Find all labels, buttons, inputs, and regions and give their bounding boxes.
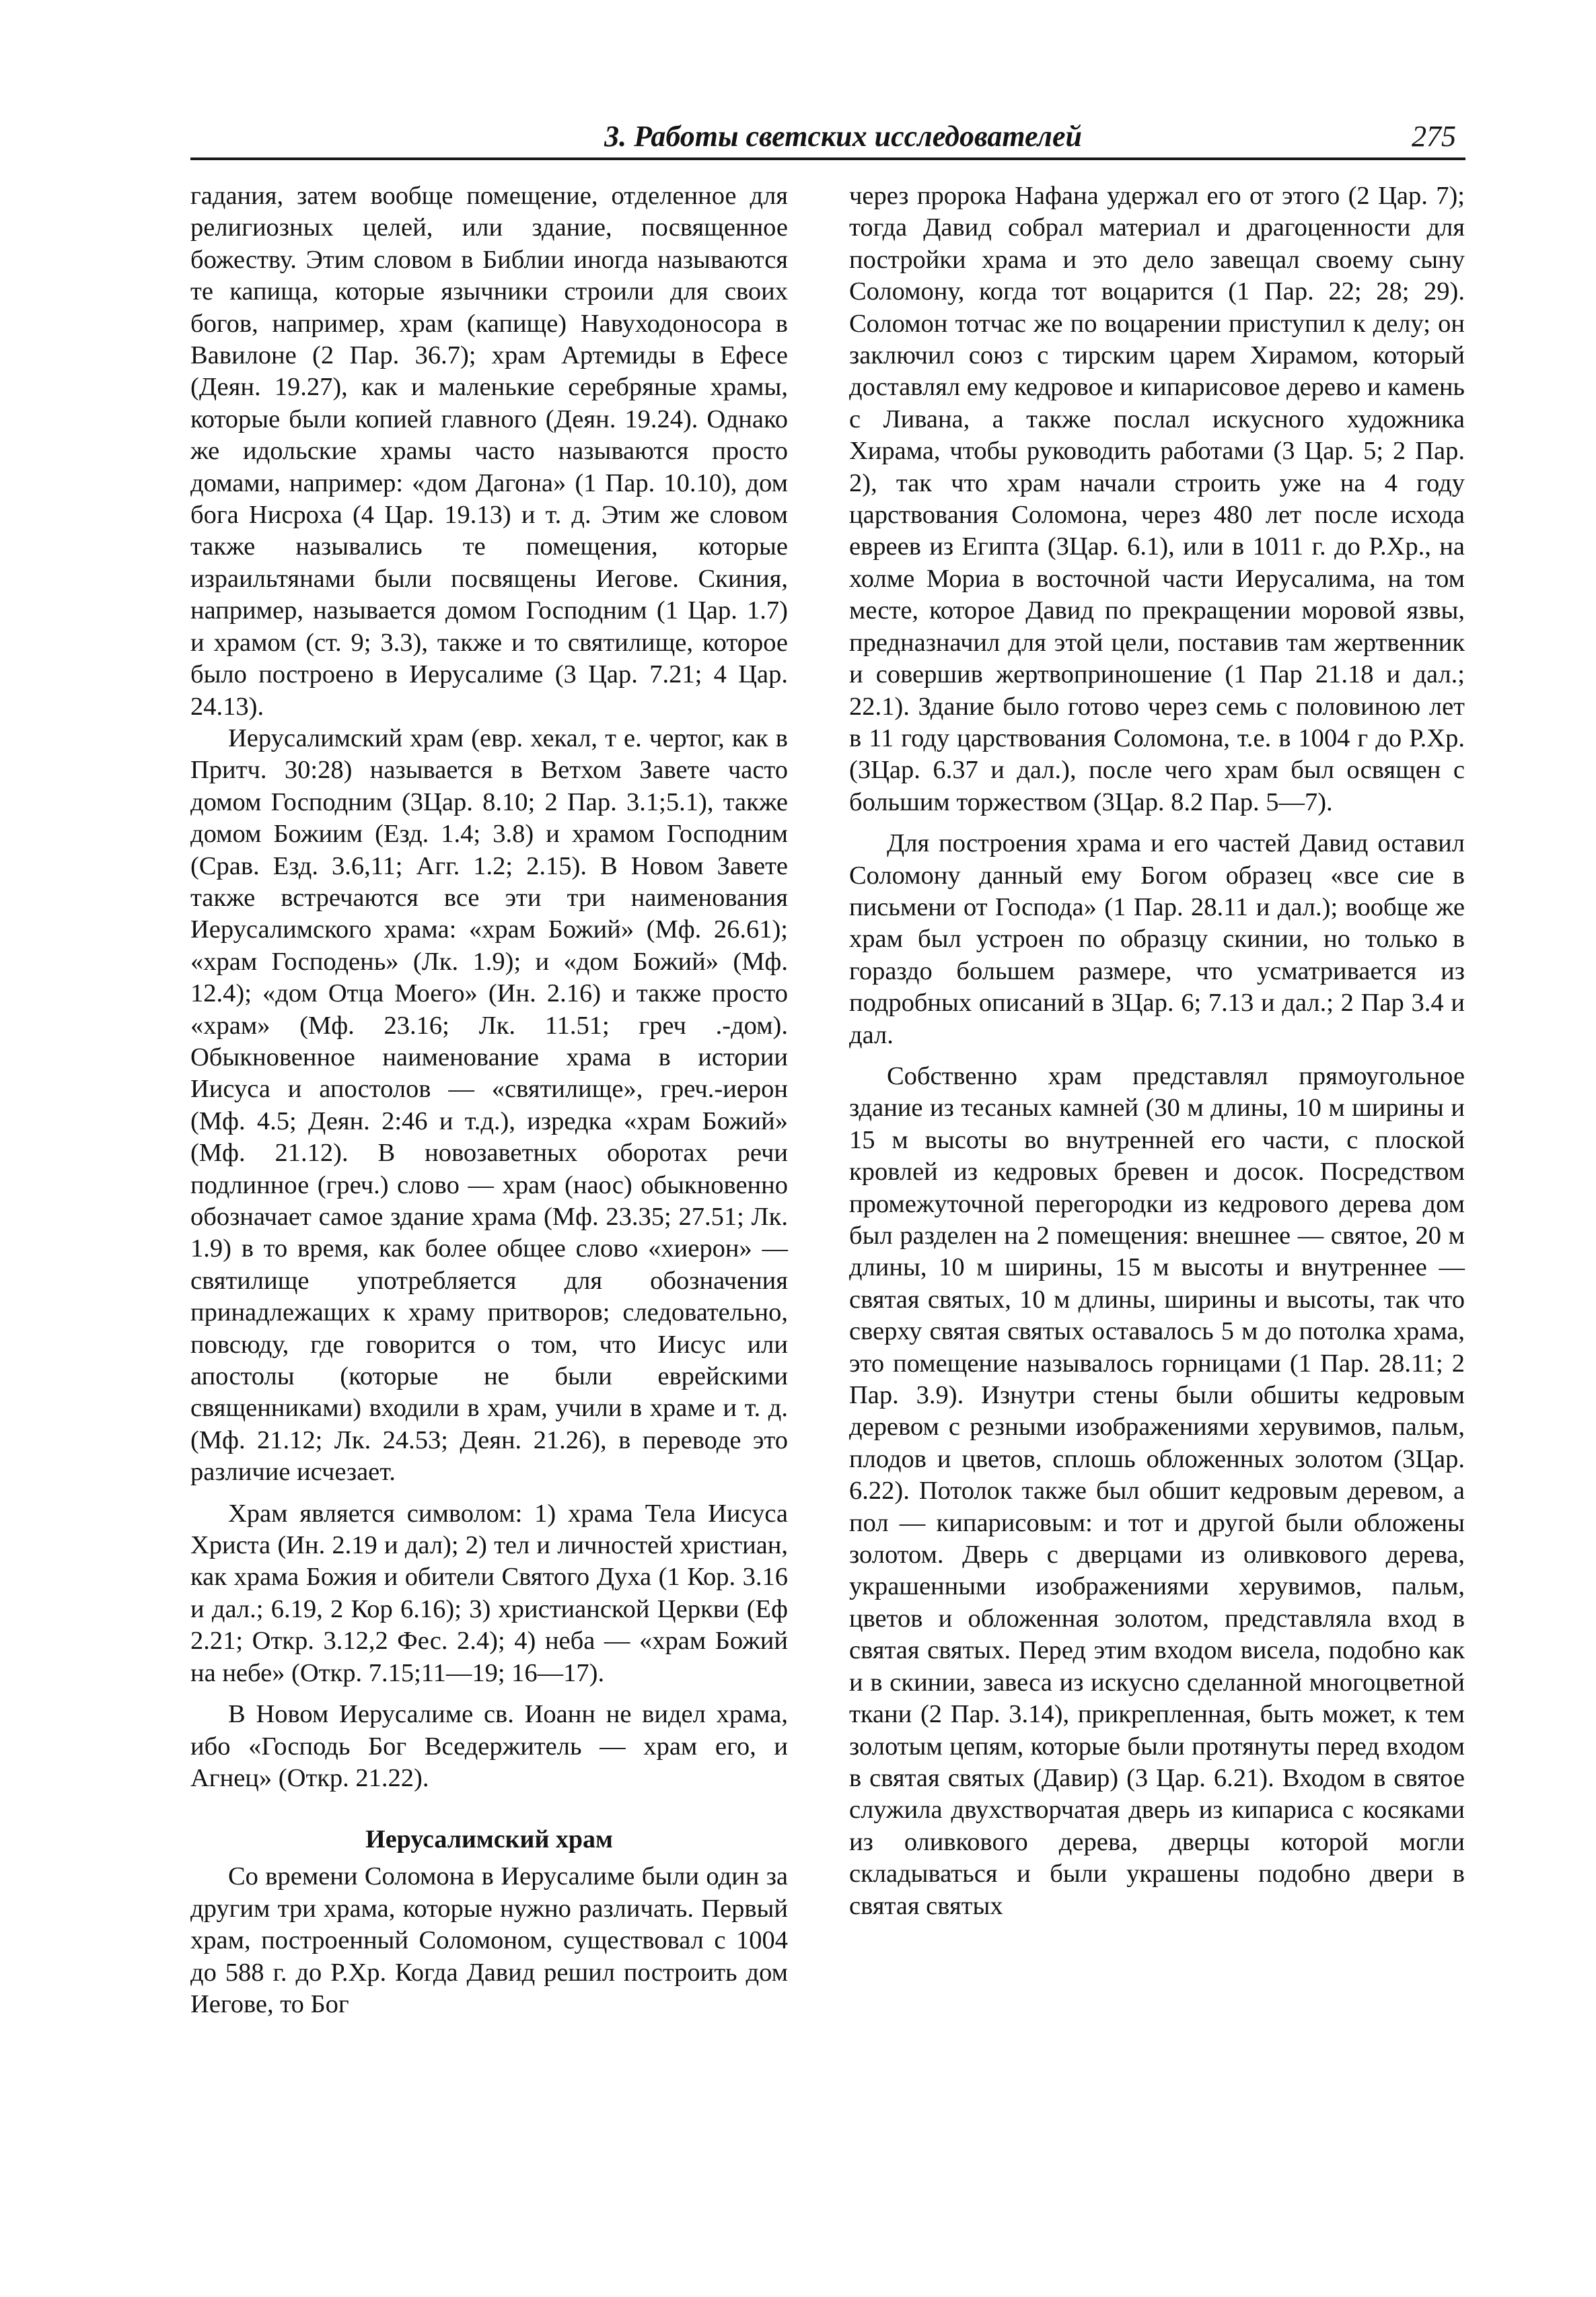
paragraph: Храм является символом: 1) храма Тела Иисуса Христа (Ин. 2.19 и дал); 2) тел и личностей христиан, как храма Божия и обители Святого Духа (1 Кор. 3.16 и дал.; 6.19, 2 Кор 6.16); 3) христианской Церкви (Еф 2.21; Откр. 3.12,2 Фес. 2.4); 4) неба — «храм Божий на небе» (Откр. 7.15;11—19; 16—17). [190,1499,788,1687]
section-heading: Иерусалимский храм [365,1825,613,1854]
running-header-title: 3. Работы светских исследователей [604,120,1082,153]
running-header [190,113,1465,160]
paragraph: через пророка Нафана удержал его от этого (2 Цар. 7); тогда Давид собрал материал и драгоценности для постройки храма и это дело завещал своему сыну Соломону, когда тот воцарится (1 Пар. 22; 28; 29). Соломон тотчас же по воцарении приступил к делу; он заключил союз с тирским царем Хирамом, который доставлял ему кедровое и кипарисовое дерево и камень с Ливана, а также послал искусного художника Хирама, чтобы руководить работами (3 Цар. 5; 2 Пар. 2), так что храм начали строить уже на 4 году царствования Соломона, через 480 лет после исхода евреев из Египта (3Цар. 6.1), или в 1011 г. до Р.Хр., на холме Мориа в восточной части Иерусалима, на том месте, которое Давид по прекращении моровой язвы, предназначил для этой цели, поставив там жертвенник и совершив жертвоприношение (1 Пар 21.18 и дал.; 22.1). Здание было готово через семь с половиною лет в 11 году царствования Соломона, т.е. в 1004 г до Р.Хр. (3Цар. 6.37 и дал.), после чего храм был освящен с большим торжеством (3Цар. 8.2 Пар. 5—7). [849,182,1465,816]
paragraph: В Новом Иерусалиме св. Иоанн не видел храма, ибо «Господь Бог Вседержитель — храм его, и Агнец» (Откр. 21.22). [190,1700,788,1792]
left-column [190,180,788,2020]
paragraph: Со времени Соломона в Иерусалиме были один за другим три храма, которые нужно различать. Первый храм, построенный Соломоном, существовал с 1004 до 588 г. до Р.Хр. Когда Давид решил построить дом Иегове, то Бог [190,1862,788,2018]
paragraph: Для построения храма и его частей Давид оставил Соломону данный ему Богом образец «все сие в письмени от Господа» (1 Пар. 28.11 и дал.); вообще же храм был устроен по образцу скинии, но только в гораздо большем размере, что усматривается из подробных описаний в 3Цар. 6; 7.13 и дал.; 2 Пар 3.4 и дал. [849,829,1465,1049]
paragraph: гадания, затем вообще помещение, отделенное для религиозных целей, или здание, посвященное божеству. Этим словом в Библии иногда называются те капища, которые язычники строили для своих богов, например, храм (капище) Навуходоносора в Вавилоне (2 Пар. 36.7); храм Артемиды в Ефесе (Деян. 19.27), как и маленькие серебряные храмы, которые были копией главного (Деян. 19.24). Однако же идольские храмы часто называются просто домами, например: «дом Дагона» (1 Пар. 10.10), дом бога Нисроха (4 Цар. 19.13) и т. д. Этим же словом также назывались те помещения, которые израильтянами были посвящены Иегове. Скиния, например, называется домом Господним (1 Цар. 1.7) и храмом (ст. 9; 3.3), также и то святилище, которое было построено в Иерусалиме (3 Цар. 7.21; 4 Цар. 24.13). [190,182,788,721]
page-number: 275 [1412,120,1456,153]
right-column [849,180,1465,1922]
paragraph: Собственно храм представлял прямоугольное здание из тесаных камней (30 м длины, 10 м ширины и 15 м высоты во внутренней его части, с плоской кровлей из кедровых бревен и досок. Посредством промежуточной перегородки из кедрового дерева дом был разделен на 2 помещения: внешнее — святое, 20 м длины, 10 м ширины, 15 м высоты и внутреннее — святая святых, 10 м длины, ширины и высоты, так что сверху святая святых оставалось 5 м до потолка храма, это помещение называлось горницами (1 Пар. 28.11; 2 Пар. 3.9). Изнутри стены были обшиты кедровым деревом с резными изображениями херувимов, пальм, плодов и цветов, сплошь обложенных золотом (3Цар. 6.22). Потолок также был обшит кедровым деревом, а пол — кипарисовым: и тот и другой были обложены золотом. Дверь с дверцами из оливкового дерева, украшенными изображениями херувимов, пальм, цветов и обложенная золотом, представляла вход в святая святых. Перед этим входом висела, подобно как и в скинии, завеса из искусно сделанной многоцветной ткани (2 Пар. 3.14), прикрепленная, быть может, к тем золотым цепям, которые были протянуты перед входом в святая святых (Давир) (3 Цар. 6.21). Входом в святое служила двухстворчатая дверь из кипариса с косяками из оливкового дерева, дверцы которой могли складываться и были украшены подобно двери в святая святых [849,1061,1465,1920]
paragraph: Иерусалимский храм (евр. хекал, т е. чертог, как в Притч. 30:28) называется в Ветхом Завете часто домом Господним (3Цар. 8.10; 2 Пар. 3.1;5.1), также домом Божиим (Езд. 1.4; 3.8) и храмом Господним (Срав. Езд. 3.6,11; Агг. 1.2; 2.15). В Новом Завете также встречаются все эти три наименования Иерусалимского храма: «храм Божий» (Мф. 26.61); «храм Господень» (Лк. 1.9); и «дом Божий» (Мф. 12.4); «дом Отца Моего» (Ин. 2.16) и также просто «храм» (Мф. 23.16; Лк. 11.51; греч .-дом). Обыкновенное наименование храма в истории Иисуса и апостолов — «святилище», греч.-иерон (Мф. 4.5; Деян. 2:46 и т.д.), изредка «храм Божий» (Мф. 21.12). В новозаветных оборотах речи подлинное (греч.) слово — храм (наос) обыкновенно обозначает самое здание храма (Мф. 23.35; 27.51; Лк. 1.9) в то время, как более общее слово «хиерон» — святилище употребляется для обозначения принадлежащих к храму притворов; следовательно, повсюду, где говорится о том, что Иисус или апостолы (которые не были еврейскими священниками) входили в храм, учили в храме и т. д. (Мф. 21.12; Лк. 24.53; Деян. 21.26), в переводе это различие исчезает. [190,723,788,1487]
